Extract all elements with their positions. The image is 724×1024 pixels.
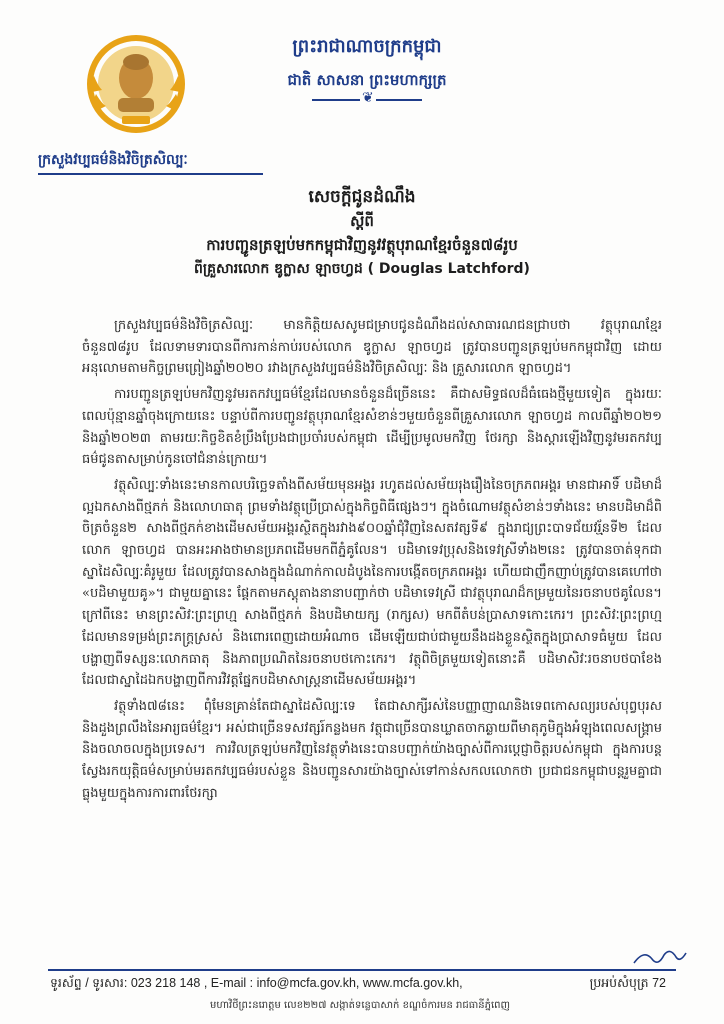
paragraph: វត្ថុទាំង៧៨នេះ ពុំមែនគ្រាន់តែជាស្នាដៃសិល្បៈទេ តែជាសាក្សីរស់នៃបញ្ញាញាណនិងទេពកោសល្យរបស់បុព្វបុរស និងដួងព្រលឹងនៃអារ្យធម៌ខ្មែរ។ អស់ជាច្រើនទសវត្សរ៍កន្លងមក វត្ថុជាច្រើនបានឃ្លាតចាកឆ្ងាយពីមាតុភូមិក្នុងអំឡុងពេលសង្គ្រាម និងចលាចលក្នុងប្រទេស។ ការវិលត្រឡប់មកវិញនៃវត្ថុទាំងនេះបានបញ្ជាក់យ៉ាងច្បាស់ពីការប្ដេជ្ញាចិត្តរបស់កម្ពុជា ក្នុងការបន្តស្វែងរកយុត្តិធម៌សម្រាប់មរតកវប្បធម៌របស់ខ្លួន និងបញ្ជូនសារយ៉ាងច្បាស់ទៅកាន់សកលលោកថា ប្រជាជនកម្ពុជាបន្តរួមគ្នាជាធ្លុងមួយក្នុងការការពារថែរក្សា: [82, 698, 662, 801]
paragraph: ក្រសួងវប្បធម៌និងវិចិត្រសិល្បៈ មានកិត្តិយសសូមជម្រាបជូនដំណឹងដល់សាធារណជនជ្រាបថា វត្ថុបុរាណខ្មែរចំនួន៧៨រូប ដែលទាមទារបានពីការកាន់កាប់របស់លោក ឌូក្លាស ឡាចហ្វដ ត្រូវបានបញ្ជូនត្រឡប់មកកម្ពុជាវិញ ដោយអនុលោមតាមកិច្ចព្រមព្រៀងឆ្នាំ២០២០ រវាងក្រសួងវប្បធម៌និងវិចិត្រសិល្បៈ និង គ្រួសារលោក ឡាចហ្វដ។: [82, 318, 662, 377]
document-body: [82, 315, 662, 808]
footer-contact-row: [50, 976, 680, 994]
paragraph: ការបញ្ជូនត្រឡប់មកវិញនូវមរតកវប្បធម៌ខ្មែរដែលមានចំនួនដ៏ច្រើននេះ គឺជាសមិទ្ធផលដ៏ធំធេងថ្មីមួយទៀត ក្នុងរយៈពេលប៉ុន្មានឆ្នាំចុងក្រោយនេះ បន្ទាប់ពីការបញ្ជូនវត្ថុបុរាណខ្មែរសំខាន់ៗមួយចំនួនពីគ្រួសារលោក ឡាចហ្វដ កាលពីឆ្នាំ២០២១ និងឆ្នាំ២០២៣ តាមរយៈកិច្ចខិតខំប្រឹងប្រែងជាប្រចាំរបស់កម្ពុជា ដើម្បីប្រមូលមកវិញ ថែរក្សា និងស្តារឡើងវិញនូវមរតកវប្បធម៌ជូនតាសម្រាប់កូនចៅជំនាន់ក្រោយ។: [82, 387, 662, 468]
document-title: សេចក្តីជូនដំណឹង: [308, 187, 416, 207]
paragraph: វត្ថុសិល្បៈទាំងនេះមានកាលបរិច្ឆេទតាំងពីសម័យមុនអង្គរ រហូតដល់សម័យរុងរឿងនៃចក្រភពអង្គរ មានជាអាទិ៍ បដិមាដ៏ល្អឯកសាងពីថ្មភក់ និងលោហធាតុ ព្រមទាំងវត្ថុប្រើប្រាស់ក្នុងកិច្ចពិធីផ្សេងៗ។ ក្នុងចំណោមវត្ថុសំខាន់ៗទាំងនេះ មានបដិមាដ៏ពិចិត្រចំនួន២ សាងពីថ្មភក់ខាងដើមសម័យអង្គរស្ថិតក្នុងរវាង៩០០ឆ្នាំជុំវិញនៃសតវត្សទី៩ ក្នុងរាជ្យព្រះបាទជ័យវរ្ម័នទី២ ដែលលោក ឡាចហ្វដ បានអះអាងថាមានប្រភពដើមមកពីភ្នំគូលែន។ បដិមាទេវប្រុសនិងទេវស្រីទាំង២នេះ ត្រូវបានចាត់ទុកជាស្នាដៃសិល្បៈគំរូមួយ ដែលត្រូវបានសាងក្នុងដំណាក់កាលដំបូងនៃការបង្កើតចក្រភពអង្គរ ហើយជាញឹកញាប់ត្រូវបានគេហៅថា «បដិមាមួយគូ»។ ជាមួយគ្នានេះ ផ្ដែកតាមភស្តុតាងនានាបញ្ជាក់ថា បដិមាទេវស្រី ជាវត្ថុបុរាណដ៏កម្រមួយនៃរចនាបថគូលែន។ ក្រៅពីនេះ មានព្រះសិវៈព្រះព្រហ្ម សាងពីថ្មភក់ និងបដិមាយក្ស (រាក្សស) មកពីតំបន់ប្រាសាទកោះកេរ។ ព្រះសិវៈព្រះព្រហ្មដែលមានទម្រង់ព្រះភក្ត្រស្រស់ និងពោរពេញដោយអំណាច ដើមឡើយជាប់ជាមួយនឹងដងខ្លួនស្ថិតក្នុងប្រាសាទធំមួយ ដែលបង្ហាញពីទស្សនៈលោកធាតុ និងភាពប្រណិតនៃរចនាបថកោះកេរ។ វត្ថុពិចិត្រមួយទៀតនោះគឺ បដិមាសិវៈរចនាបថបាខែង ដែលជាស្នាដៃឯកបង្ហាញពីការវិវត្តផ្នែកបដិមាសាស្ត្រនាដើមសម័យអង្គរ។: [82, 477, 662, 689]
kingdom-header: [232, 34, 502, 101]
ministry-name: ក្រសួងវប្បធម៌និងវិចិត្រសិល្បៈ: [38, 150, 263, 175]
footer-address: មហាវិថីព្រះនរោត្តម លេខ២២៧ សង្កាត់ទន្លេបាសាក់ ខណ្ឌចំការមន រាជធានីភ្នំពេញ: [209, 1000, 511, 1011]
subject-source: ពីគ្រួសារលោក ឌូក្លាស ឡាចហ្វដ ( Douglas Latchford): [194, 261, 530, 277]
subject-label: ស្តីពី: [350, 212, 374, 230]
national-motto: ជាតិ សាសនា ព្រះមហាក្សត្រ: [287, 71, 447, 89]
signature-mark: [630, 945, 690, 971]
kingdom-name: ព្រះរាជាណាចក្រកម្ពុជា: [292, 36, 442, 57]
announcement-titles: [60, 185, 664, 281]
footer-contact: ទូរស័ព្ទ / ទូរសារ: 023 218 148 , E-mail : info@mcfa.gov.kh, www.mcfa.gov.kh,: [50, 976, 463, 990]
footer-divider: [48, 969, 676, 971]
subject-title: ការបញ្ជូនត្រឡប់មកកម្ពុជាវិញនូវវត្ថុបុរាណខ្មែរចំនួន៧៨រូប: [206, 236, 518, 254]
po-box-label: ប្រអប់សំបុត្រ 72: [589, 976, 666, 990]
ornament-divider: [312, 99, 422, 101]
ministry-emblem-icon: [86, 34, 186, 134]
